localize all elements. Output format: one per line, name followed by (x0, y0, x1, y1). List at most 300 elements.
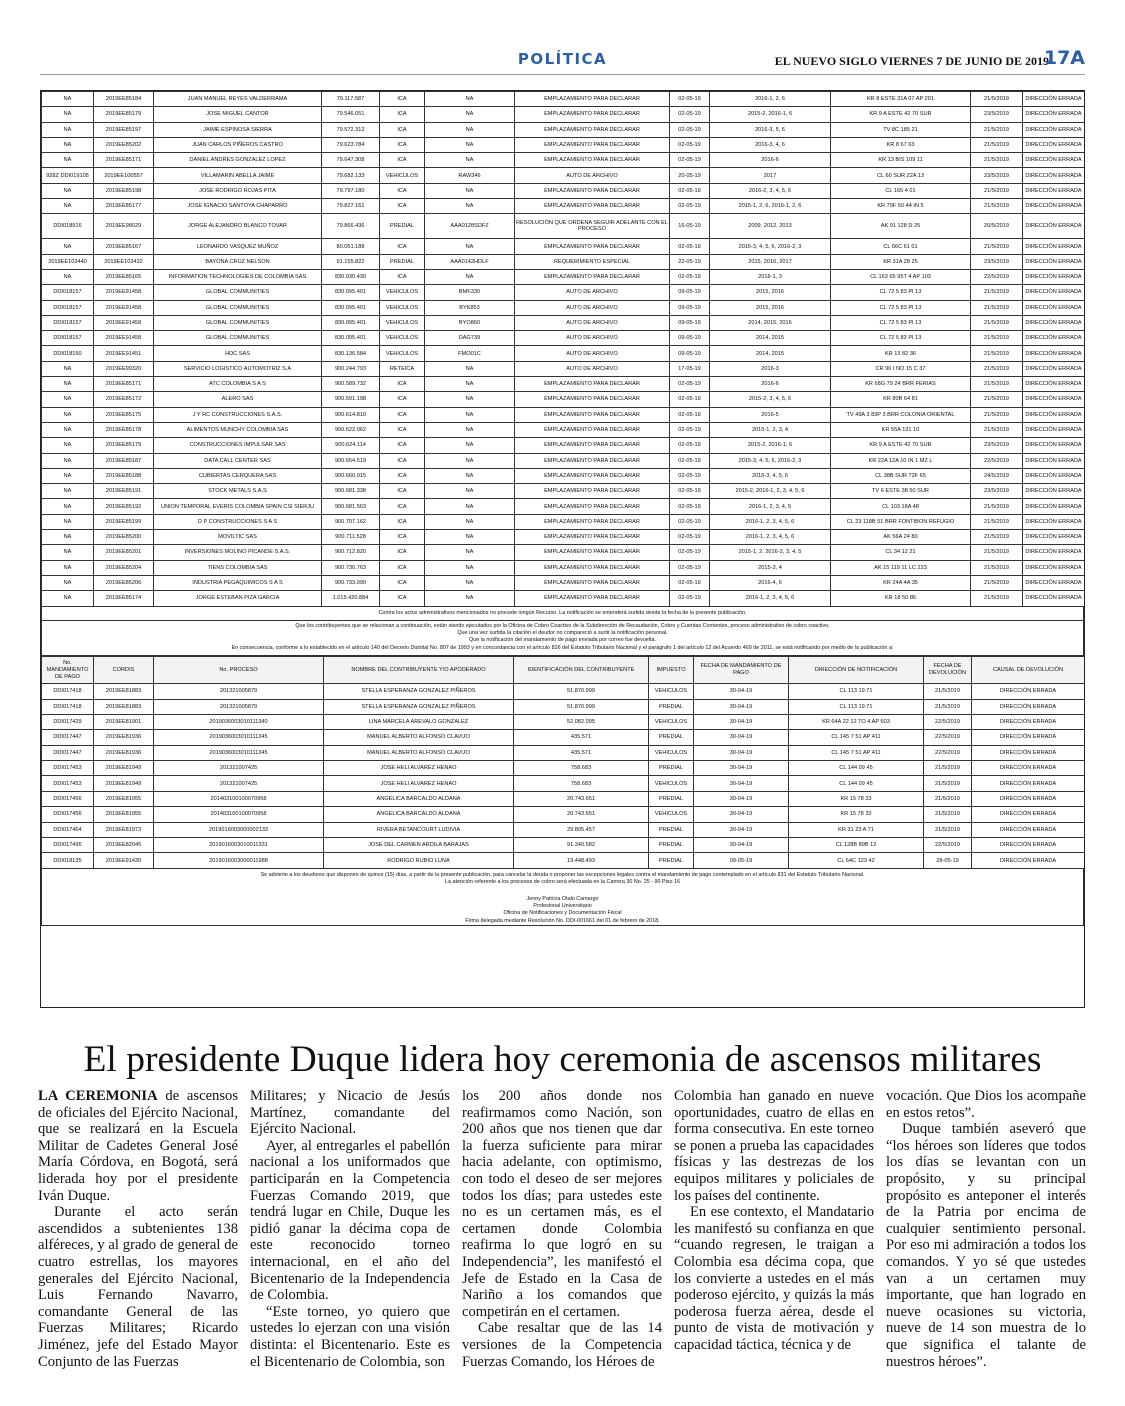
table-cell: DIRECCIÓN ERRADA (972, 684, 1085, 699)
table-cell: CL 66C 61 01 (831, 239, 971, 254)
column-header: IDENTIFICACIÓN DEL CONTRIBUYENTE (514, 657, 649, 684)
table-row (42, 214, 1085, 239)
article-column (886, 1088, 1086, 1388)
table-cell: NA (42, 545, 94, 560)
table-cell: DDI018157 (42, 315, 94, 330)
table-cell: EMPLAZAMIENTO PARA DECLARAR (515, 407, 670, 422)
table-cell: CL 72 5 83 PI 13 (831, 300, 971, 315)
paragraph (250, 1304, 450, 1370)
table-cell: NA (42, 591, 94, 606)
signature-line: Oficina de Notificaciones y Documentación Fiscal (503, 910, 622, 917)
table-cell: NA (425, 438, 515, 453)
table-cell: 02-05-19 (670, 591, 710, 606)
table-cell: DIRECCIÓN ERRADA (1023, 591, 1085, 606)
table-row (42, 807, 1085, 822)
table-cell: VEHICULOS (380, 285, 425, 300)
table-row (42, 776, 1085, 791)
table-cell: AK 91 128 D 25 (831, 214, 971, 239)
table-cell: CL 34 12 21 (831, 545, 971, 560)
paragraph (886, 1088, 1086, 1121)
paragraph-text: los 200 años donde nos reafirmamos como Nación, son 200 años que nos tienen que dar la fuerza suficiente para mirar hacia adelante, con optimismo, con todo el deseo de ser mejores todos los días; para ustedes este no es un certamen más, es el certamen donde Colombia reafirma lo que logró en su Independencia”, les manifestó el Jefe de Estado en la Casa de Nariño a los comandos que competirán en el certamen. (462, 1088, 662, 1320)
intro-line: Que una vez surtida la citación el deudor no compareció a surtir la notificación personal. (457, 629, 668, 636)
table-cell: EMPLAZAMIENTO PARA DECLARAR (515, 377, 670, 392)
table-cell: 900.681.338 (322, 484, 380, 499)
table-cell: NA (42, 183, 94, 198)
table-cell: 09-05-19 (670, 346, 710, 361)
table-cell: DDI017496 (42, 838, 94, 853)
table-cell: NA (425, 514, 515, 529)
table-cell: 2015, 2016 (710, 285, 831, 300)
table-cell: 2019EE85165 (94, 269, 154, 284)
table-cell: CL 128B 89B 12 (789, 838, 924, 853)
table-cell: 758.683 (514, 761, 649, 776)
table-cell: DIRECCIÓN ERRADA (1023, 361, 1085, 376)
table-cell: VILLAMARIN ABELLA JAIME (154, 168, 322, 183)
article-column (674, 1088, 874, 1388)
table-cell: CL 163 65 95T 4 AP 103 (831, 269, 971, 284)
table-cell: DIRECCIÓN ERRADA (972, 822, 1085, 837)
table-row (42, 137, 1085, 152)
table-cell: MANUEL ALBERTO ALFONSO CLAVIJO (324, 745, 514, 760)
table-cell: ICA (380, 560, 425, 575)
table-cell: GLOBAL COMMUNITIES (154, 315, 322, 330)
table-row (42, 699, 1085, 714)
table-cell: KR 64A 22 12 TO 4 AP 603 (789, 714, 924, 729)
table-cell: DDI017429 (42, 714, 94, 729)
table-cell: VEHICULOS (649, 776, 694, 791)
table-cell: 21/5/2019 (971, 499, 1023, 514)
paragraph-text: Cabe resaltar que de las 14 versiones de la Competencia Fuerzas Comando, los Héroes de (462, 1320, 662, 1370)
table-cell: DIRECCIÓN ERRADA (1023, 438, 1085, 453)
column-header: No. PROCESO (154, 657, 324, 684)
table-cell: 2019EE81973 (94, 822, 154, 837)
table-cell: RESOLUCIÓN QUE ORDENA SEGUIR ADELANTE CON EL PROCESO (515, 214, 670, 239)
table-cell: 2019EE81949 (94, 761, 154, 776)
table-cell: EMPLAZAMIENTO PARA DECLARAR (515, 499, 670, 514)
table-row (42, 239, 1085, 254)
table-cell: VEHICULOS (649, 807, 694, 822)
table-cell: 79.797.180 (322, 183, 380, 198)
table-cell: DIRECCIÓN ERRADA (972, 838, 1085, 853)
table-cell: EMPLAZAMIENTO PARA DECLARAR (515, 137, 670, 152)
table-cell: NA (42, 137, 94, 152)
table-cell: EMPLAZAMIENTO PARA DECLARAR (515, 153, 670, 168)
table-cell: VEHICULOS (380, 331, 425, 346)
table-cell: 02-05-19 (670, 377, 710, 392)
table-cell: PREDIAL (649, 853, 694, 868)
table-cell: 30-04-19 (694, 807, 789, 822)
article-column (462, 1088, 662, 1388)
table-cell: DDI018150 (42, 346, 94, 361)
table-cell: 2019EE85167 (94, 239, 154, 254)
table-cell: EMPLAZAMIENTO PARA DECLARAR (515, 530, 670, 545)
table-cell: 2019EE85184 (94, 92, 154, 107)
table-cell: 2019EE100557 (94, 168, 154, 183)
table-cell: 02-05-19 (670, 92, 710, 107)
table-cell: TIENS COLOMBIA SAS (154, 560, 322, 575)
table-cell: 30-04-19 (694, 714, 789, 729)
table-cell: 2016-1, 2, 3, 4, 5, 6 (710, 530, 831, 545)
table-cell: NA (425, 560, 515, 575)
table-cell: RETEICA (380, 361, 425, 376)
table-cell: EMPLAZAMIENTO PARA DECLARAR (515, 468, 670, 483)
table-cell: 30-04-19 (694, 745, 789, 760)
table-cell: ICA (380, 122, 425, 137)
table-cell: 2019EE82045 (94, 838, 154, 853)
paragraph (462, 1088, 662, 1320)
table-cell: 91.340.582 (514, 838, 649, 853)
table-cell: 09-05-19 (670, 315, 710, 330)
table-cell: LINA MARCELA AREVALO GONZALEZ (324, 714, 514, 729)
table-cell: 21/5/2019 (971, 575, 1023, 590)
table-cell: ICA (380, 377, 425, 392)
table-cell: EMPLAZAMIENTO PARA DECLARAR (515, 92, 670, 107)
table-cell: 2016-6 (710, 153, 831, 168)
table-cell: 900.712.820 (322, 545, 380, 560)
paragraph-text: Colombia han ganado en nueve oportunidades, cuatro de ellas en forma consecutiva. En este torneo se ponen a prueba las capacidades físicas y las destrezas de los equipos militares y policiales de los países del continente. (674, 1088, 874, 1204)
signature-block (42, 896, 1083, 926)
table-cell: EMPLAZAMIENTO PARA DECLARAR (515, 269, 670, 284)
table-row (42, 153, 1085, 168)
table-cell: EMPLAZAMIENTO PARA DECLARAR (515, 453, 670, 468)
table-cell: JUAN CARLOS PIÑEROS CASTRO (154, 137, 322, 152)
table-cell: DIRECCIÓN ERRADA (1023, 285, 1085, 300)
article-headline: El presidente Duque lidera hoy ceremonia de ascensos militares (83, 1039, 1042, 1080)
table-cell: ICA (380, 422, 425, 437)
table-cell: STOCK METALS S.A.S (154, 484, 322, 499)
table-cell: 2019EE85201 (94, 545, 154, 560)
table-cell: DIRECCIÓN ERRADA (1023, 183, 1085, 198)
column-header: CORDIS (94, 657, 154, 684)
table-cell: 2019EE85179 (94, 107, 154, 122)
intro-line: En consecuencia, conforme a lo establecido en el artículo 140 del Decreto Distrital No. 807 de 1993 y en concordancia con el artículo 826 del Estatuto Tributario Nacional y el parágrafo 1 del artículo 12 del Acuerdo 469 de 2011, se está notificando por medio de la publicación a: (231, 644, 894, 651)
table-cell: KR 18 50 86 (831, 591, 971, 606)
table-cell: DAG739 (425, 331, 515, 346)
table-row (42, 331, 1085, 346)
table-cell: JOSE RODRIGO ROJAS PITA (154, 183, 322, 198)
table-cell: 21/5/2019 (971, 153, 1023, 168)
table-cell: PREDIAL (649, 791, 694, 806)
table-cell: NA (42, 269, 94, 284)
paragraph-text: vocación. Que Dios los acompañe en estos retos”. (886, 1088, 1086, 1121)
table-cell: 2019EE85174 (94, 591, 154, 606)
table-cell: HDC SAS (154, 346, 322, 361)
table-cell: 2019EE81936 (94, 745, 154, 760)
table-cell: 30-04-19 (694, 791, 789, 806)
table-cell: CL 145 7 51 AP 411 (789, 730, 924, 745)
table-cell: NA (425, 545, 515, 560)
table-cell: KR 31 23 A 71 (789, 822, 924, 837)
table-cell: NA (425, 122, 515, 137)
table-cell: 2019EE91458 (94, 331, 154, 346)
paragraph-text: En ese contexto, el Mandatario les manifestó su confianza en que “cuando regresen, le traigan a Colombia esa décima copa, que los convierte a ustedes en el más poderoso ejército, y quizás la más poderosa fuerza aérea, desde el punto de vista de motivación y capacidad táctica, técnica y de (674, 1204, 874, 1353)
table-row (42, 377, 1085, 392)
table-cell: PREDIAL (649, 730, 694, 745)
table-cell: DANIEL ANDRES GONZALEZ LOPEZ (154, 153, 322, 168)
table-cell: 02-05-19 (670, 107, 710, 122)
table-cell: 2019016003010011331 (154, 838, 324, 853)
table-cell: DIRECCIÓN ERRADA (972, 714, 1085, 729)
table-cell: 21/5/2019 (924, 699, 972, 714)
table-cell: VEHICULOS (649, 684, 694, 699)
column-header: FECHA DE DEVOLUCIÓN (924, 657, 972, 684)
table-1-note: Contra los actos administrativos mencionados no procede ningún Recurso. La notificación se entenderá surtida desde la fecha de la presente publicación. (41, 607, 1084, 621)
table-cell: VEHICULOS (380, 168, 425, 183)
table-cell: 17-05-19 (670, 361, 710, 376)
table-row (42, 315, 1085, 330)
table-cell: 2019EE85191 (94, 484, 154, 499)
table-cell: 2016-1, 2, 3, 4, 5 (710, 499, 831, 514)
table-cell: DIRECCIÓN ERRADA (972, 730, 1085, 745)
table-cell: GLOBAL COMMUNITIES (154, 285, 322, 300)
table-row (42, 438, 1085, 453)
paragraph (250, 1088, 450, 1138)
table-cell: DDI018916 (42, 214, 94, 239)
table-cell: ICA (380, 575, 425, 590)
table-cell: KR 55A 131 10 (831, 422, 971, 437)
table-cell: 201321005879 (154, 699, 324, 714)
signature-line: Jenny Patricia Otalo Camargo (526, 895, 599, 902)
table-row (42, 346, 1085, 361)
table-cell: 02-05-19 (670, 560, 710, 575)
table-cell: TV 49A 3 83P 3 BRR COLONIA ORIENTAL (831, 407, 971, 422)
table-cell: 79.117.587 (322, 92, 380, 107)
official-notice (40, 90, 1085, 1008)
table-cell: 21/5/2019 (971, 199, 1023, 214)
table-cell: AUTO DE ARCHIVO (515, 346, 670, 361)
table-cell: AK 56A 24 80 (831, 530, 971, 545)
table-cell: 2015, 2016, 2017 (710, 254, 831, 269)
table-row (42, 761, 1085, 776)
table-cell: ICA (380, 239, 425, 254)
table-cell: 30-04-19 (694, 776, 789, 791)
table-cell: 2015-2, 2016-1, 6 (710, 438, 831, 453)
table-cell: DIRECCIÓN ERRADA (1023, 153, 1085, 168)
table-cell: JOSE HELI ALVAREZ HENAO (324, 761, 514, 776)
paragraph (462, 1320, 662, 1370)
table-cell: NA (42, 484, 94, 499)
table-cell: 51.870.999 (514, 684, 649, 699)
table-cell: DIRECCIÓN ERRADA (1023, 107, 1085, 122)
table-cell: MOVILTIC SAS (154, 530, 322, 545)
table-cell: DDI017464 (42, 822, 94, 837)
table-row (42, 254, 1085, 269)
table-cell: 21/5/2019 (971, 137, 1023, 152)
paragraph (886, 1121, 1086, 1370)
table-cell: 30-04-19 (694, 684, 789, 699)
paragraph-text: de ascensos de oficiales del Ejército Nacional, que se realizará en la Escuela Militar de Cadetes General José María Córdova, en Bogotá, será liderada hoy por el presidente Iván Duque. (38, 1088, 238, 1204)
table-cell: DDI018157 (42, 300, 94, 315)
table-cell: 928Z DDI019105 (42, 168, 94, 183)
table-cell: 2019EE85188 (94, 468, 154, 483)
paper-dateline: EL NUEVO SIGLO VIERNES 7 DE JUNIO DE 2019 (774, 54, 1049, 68)
table-cell: 2019EE81955 (94, 791, 154, 806)
table-cell: NA (425, 530, 515, 545)
page-number: 17A (1043, 47, 1085, 69)
table-cell: SERVICIO LOGISTICO AUTOMOTRIZ S.A (154, 361, 322, 376)
table-row (42, 453, 1085, 468)
table-cell: JORGE ESTEBAN PIZA GARCIA (154, 591, 322, 606)
table-cell: 2014, 2015 (710, 331, 831, 346)
table-cell: 79.682.133 (322, 168, 380, 183)
table-cell: 2019EE103432 (94, 254, 154, 269)
table-row (42, 269, 1085, 284)
table-cell: 2015, 2016 (710, 300, 831, 315)
table-cell: 2019EE91458 (94, 285, 154, 300)
table-cell: DIRECCIÓN ERRADA (972, 699, 1085, 714)
table-cell: CL 72 5 83 PI 13 (831, 315, 971, 330)
table-cell: 22/5/2019 (924, 838, 972, 853)
table-cell: CL 144 09 45 (789, 776, 924, 791)
table-cell: DDI017456 (42, 807, 94, 822)
table-cell: EMPLAZAMIENTO PARA DECLARAR (515, 122, 670, 137)
table-cell: 2016-5 (710, 407, 831, 422)
table-cell: 21/5/2019 (924, 684, 972, 699)
table-cell: 02-05-19 (670, 407, 710, 422)
table-cell: 51.870.999 (514, 699, 649, 714)
table-cell: 21/5/2019 (971, 346, 1023, 361)
table-cell: ALERO SAS (154, 392, 322, 407)
table-cell: JORGE ALEJANDRO BLANCO TOVAR (154, 214, 322, 239)
table-cell: EMPLAZAMIENTO PARA DECLARAR (515, 183, 670, 198)
table-row (42, 530, 1085, 545)
lead-in: LA CEREMONIA (38, 1088, 158, 1104)
table-cell: CL 72 5 83 PI 13 (831, 285, 971, 300)
table-cell: 2019EE85200 (94, 530, 154, 545)
table-cell: AAA0128SDFZ (425, 214, 515, 239)
table-cell: DIRECCIÓN ERRADA (1023, 122, 1085, 137)
table-cell: 435.571 (514, 730, 649, 745)
table-cell: 1.015.420.884 (322, 591, 380, 606)
table-cell: DDI017418 (42, 684, 94, 699)
table-cell: 2019EE81901 (94, 714, 154, 729)
table-cell: 2015-3, 4 (710, 560, 831, 575)
table-cell: AUTO DE ARCHIVO (515, 285, 670, 300)
table-row (42, 168, 1085, 183)
table-cell: NA (425, 422, 515, 437)
table-cell: 28-05-19 (924, 853, 972, 868)
table-cell: 201403100100070958 (154, 807, 324, 822)
table-cell: ICA (380, 453, 425, 468)
table-cell: 21/5/2019 (924, 807, 972, 822)
table-cell: 20/5/2019 (971, 214, 1023, 239)
table-cell: 2019036003010111340 (154, 714, 324, 729)
table-row (42, 183, 1085, 198)
table-cell: ICA (380, 545, 425, 560)
table-cell: 900.681.563 (322, 499, 380, 514)
table-cell: 2016-2, 3, 4, 5, 6 (710, 183, 831, 198)
table-cell: 21/5/2019 (971, 239, 1023, 254)
signature-line: Profesional Universitario (533, 903, 592, 910)
table-cell: AAA0142HDLF (425, 254, 515, 269)
table-cell: INVERSIONES MOLINO PICANDE S.A.S. (154, 545, 322, 560)
table-cell: KR 9 A ESTE 42 70 SUR (831, 438, 971, 453)
table-cell: 900.614.810 (322, 407, 380, 422)
table-cell: DDI017447 (42, 730, 94, 745)
table-cell: KR 8 67 63 (831, 137, 971, 152)
table-cell: 2017 (710, 168, 831, 183)
table-cell: NA (425, 361, 515, 376)
table-cell: NA (42, 107, 94, 122)
table-cell: DIRECCIÓN ERRADA (1023, 499, 1085, 514)
table-cell: PREDIAL (649, 838, 694, 853)
table-cell: NA (425, 392, 515, 407)
table-cell: 21/5/2019 (971, 122, 1023, 137)
table-cell: 21/5/2019 (971, 377, 1023, 392)
table-cell: ICA (380, 468, 425, 483)
table-cell: KR 24A 4A 35 (831, 575, 971, 590)
table-cell: CR 96 I NO 15 C 37 (831, 361, 971, 376)
table-cell: TV 6 ESTE 38 50 SUR (831, 484, 971, 499)
table-cell: KR 15 78 33 (789, 791, 924, 806)
table-row (42, 591, 1085, 606)
table-cell: DIRECCIÓN ERRADA (972, 776, 1085, 791)
table-cell: 23/5/2019 (971, 168, 1023, 183)
column-header: CAUSAL DE DEVOLUCIÓN (972, 657, 1085, 684)
table-cell: EMPLAZAMIENTO PARA DECLARAR (515, 591, 670, 606)
table-cell: ICA (380, 484, 425, 499)
table-cell: 900.624.114 (322, 438, 380, 453)
intro-text (41, 621, 1084, 657)
table-cell: DIRECCIÓN ERRADA (1023, 575, 1085, 590)
table-cell: NA (42, 575, 94, 590)
table-cell: 21/5/2019 (971, 407, 1023, 422)
table-cell: 2015-2, 2016-1, 2, 3, 4, 5, 6 (710, 484, 831, 499)
table-cell: DIRECCIÓN ERRADA (1023, 514, 1085, 529)
table-cell: EMPLAZAMIENTO PARA DECLARAR (515, 545, 670, 560)
notice-footer (41, 869, 1084, 926)
table-cell: NA (425, 239, 515, 254)
table-cell: 20.743.651 (514, 807, 649, 822)
table-cell: 2019016003000002133 (154, 822, 324, 837)
table-cell: DIRECCIÓN ERRADA (1023, 484, 1085, 499)
table-cell: NA (425, 575, 515, 590)
table-cell: CONSTRUCCIONES IMPULSAR SAS (154, 438, 322, 453)
table-cell: DIRECCIÓN ERRADA (1023, 214, 1085, 239)
table-cell: 79.827.161 (322, 199, 380, 214)
table-cell: 24/5/2019 (971, 468, 1023, 483)
table-cell: VEHICULOS (380, 346, 425, 361)
table-row (42, 853, 1085, 868)
signature-line: Firma delegada mediante Resolución No. DDI-001661 del 01 de febrero de 2018. (465, 917, 660, 924)
table-cell: 02-05-19 (670, 137, 710, 152)
table-cell: AK 15 119 11 LC 223 (831, 560, 971, 575)
table-cell: 30-04-19 (694, 761, 789, 776)
section-title: POLÍTICA (517, 50, 608, 68)
table-cell: DDI017418 (42, 699, 94, 714)
paragraph (38, 1204, 238, 1370)
table-cell: CL 23 118B 51 BRR FONTIBON REFUGIO (831, 514, 971, 529)
table-cell: 2016-1, 2, 6 (710, 92, 831, 107)
table-row (42, 407, 1085, 422)
table-cell: 2016-6 (710, 377, 831, 392)
table-cell: NA (42, 199, 94, 214)
table-cell: 02-05-19 (670, 453, 710, 468)
table-cell: KR 15 78 33 (789, 807, 924, 822)
table-cell: REQUERIMIENTO ESPECIAL (515, 254, 670, 269)
table-cell: 21/5/2019 (971, 331, 1023, 346)
table-cell: PREDIAL (649, 822, 694, 837)
table-cell: 830.095.401 (322, 300, 380, 315)
table-cell: J Y RC CONSTRUCCIONES S.A.S. (154, 407, 322, 422)
paragraph (674, 1204, 874, 1353)
table-cell: EMPLAZAMIENTO PARA DECLARAR (515, 438, 670, 453)
table-cell: MANUEL ALBERTO ALFONSO CLAVIJO (324, 730, 514, 745)
table-cell: DDI017447 (42, 745, 94, 760)
table-cell: 435.571 (514, 745, 649, 760)
table-cell: CL 144 09 45 (789, 761, 924, 776)
table-cell: BYO860 (425, 315, 515, 330)
